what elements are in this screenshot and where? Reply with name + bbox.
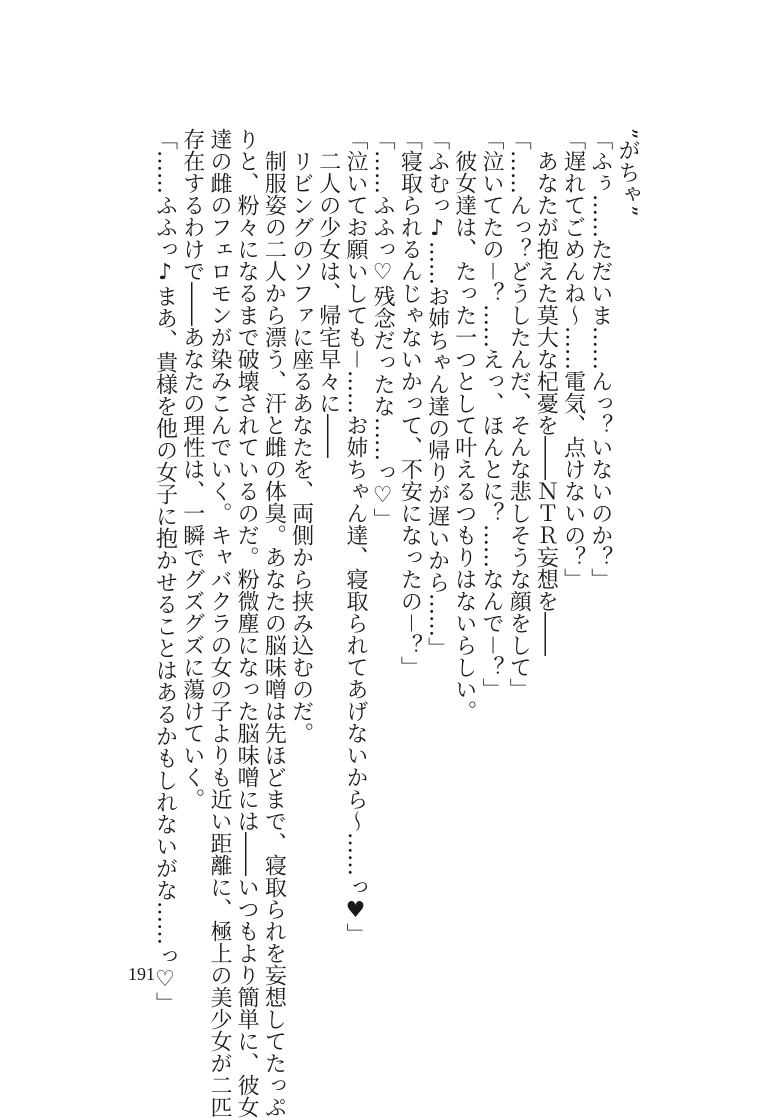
text-line-15: りと、粉々になるまで破壊されているのだ。粉微塵になった脳味噌には――いつもより簡単に、彼女	[234, 128, 260, 1118]
text-line-6: 「泣いてたの－？……えっ、ほんとに？……なんで－？」	[478, 128, 504, 701]
text-line-11: 「泣いてお願いしても－……お姉ちゃん達、寝取られてあげないから～……っ♥」	[342, 128, 368, 946]
vertical-text-body	[151, 128, 641, 1118]
text-line-5: 「……んっ？どうしたんだ、そんな悲しそうな顔をして」	[506, 128, 532, 700]
text-line-7: 彼女達は、たった一つとして叶えるつもりはないらしい。	[451, 150, 477, 722]
text-line-14: 制服姿の二人から漂う、汗と雌の体臭。あなたの脳味噌は先ほどまで、寝取られを妄想してたっぷ	[261, 150, 287, 1118]
text-line-18: 「……ふふっ♪まあ、貴様を他の女子に抱かせることはあるかもしれないがな……っ♡」	[152, 128, 178, 1014]
text-line-12: 二人の少女は、帰宅早々に――	[315, 150, 341, 458]
text-line-16: 達の雌のフェロモンが染みこんでいく。キャバクラの女の子よりも近い距離に、極上の美少女が二匹	[206, 128, 232, 1118]
text-line-9: 「寝取られるんじゃないかって、不安になったの－？」	[397, 128, 423, 679]
text-line-3: 「遅れてごめんね～……電気、点けないの？」	[560, 128, 586, 590]
text-line-10: 「……ふふっ♡残念だったな……っ♡」	[370, 128, 396, 530]
text-line-13: リビングのソファに座るあなたを、両側から挟み込むのだ。	[288, 150, 314, 744]
text-line-17: 存在するわけで――あなたの理性は、一瞬でグズグズに蕩けていく。	[179, 128, 205, 810]
page-number: 191	[128, 964, 155, 984]
text-line-4: あなたが抱えた莫大な杞憂を――ＮＴＲ妄想を――	[533, 150, 559, 656]
text-line-8: 「ふむっ♪……お姉ちゃん達の帰りが遅いから……」	[424, 128, 450, 659]
text-line-2: 「ふぅ……ただいま……んっ？いないのか？」	[587, 128, 613, 590]
text-line-1: ”がちゃ”	[615, 128, 640, 217]
